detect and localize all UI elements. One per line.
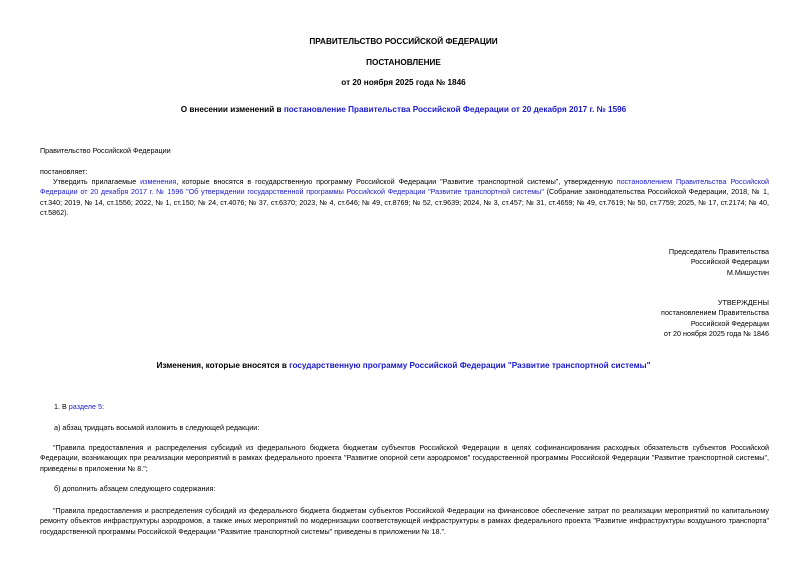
signature-block: [669, 247, 769, 278]
signature-name: М.Мишустин: [726, 267, 769, 277]
paragraph-text: (Собрание законодательства Российской Федерации, 2018, № 1, ст.340; 2019, № 14, ст.1556; 2022, № 1, ст.150; № 24, ст.4076; № 37, ст.6370; 2023, № 4, ст.646; № 49, ст.8769; № 52, ст.9639; 2024, № 3, ст.457; № 31, ст.4659; № 49, ст.7619; № 50, ст.7759; 2025, № 17, ст.2174; № 40, ст.5862).: [40, 187, 769, 218]
item-suffix: :: [102, 402, 104, 411]
approval-line: УТВЕРЖДЕНЫ: [717, 298, 769, 307]
signature-line: Председатель Правительства: [668, 247, 769, 256]
document-type: ПОСТАНОВЛЕНИЕ: [366, 58, 441, 67]
government-title: ПРАВИТЕЛЬСТВО РОССИЙСКОЙ ФЕДЕРАЦИИ: [309, 37, 498, 46]
paragraph-text: , которые вносятся в государственную программу Российской Федерации "Развитие транспортной системы", утвержденную: [176, 177, 617, 186]
quoted-text-b: "Правила предоставления и распределения субсидий из федерального бюджета бюджетам субъектов Российской Федерации на финансовое обеспечение затрат по реализации мероприятий по капитальному ремонту объектов инфраструктуры аэродромов, а также иных мероприятий по модернизации соответствующей инфраструктуры в рамках федерального проекта "Развитие инфраструктуры воздушного транспорта" государственной программы Российской Федерации "Развитие транспортной системы" приведены в приложении № 18.".: [40, 506, 769, 536]
approval-line: Российской Федерации: [690, 318, 769, 328]
main-paragraph: [40, 177, 769, 219]
changes-heading: [0, 360, 807, 372]
change-item-b: б) дополнить абзацем следующего содержания:: [54, 484, 216, 493]
state-program-link[interactable]: государственную программу Российской Федерации "Развитие транспортной системы": [289, 361, 651, 370]
signature-line: Российской Федерации: [690, 257, 769, 267]
change-item-1: [54, 402, 104, 412]
paragraph-text: Утвердить прилагаемые: [53, 177, 141, 186]
changes-heading-prefix: Изменения, которые вносятся в: [156, 361, 290, 370]
approval-line: от 20 ноября 2025 года № 1846: [663, 329, 769, 339]
approval-stamp: [661, 298, 769, 340]
changes-link[interactable]: изменения: [140, 177, 177, 186]
change-item-a: а) абзац тридцать восьмой изложить в следующей редакции:: [54, 423, 260, 432]
document-title-prefix: О внесении изменений в: [180, 105, 284, 114]
document-date-number: от 20 ноября 2025 года № 1846: [341, 78, 466, 87]
section-5-link[interactable]: разделе 5: [68, 402, 102, 411]
document-title: [0, 104, 807, 116]
approval-line: постановлением Правительства: [661, 308, 769, 318]
decree-1596-link[interactable]: постановлением Правительства Российской Федерации от 20 декабря 2017 г. № 1596 "Об утверждении государственной программы Российской Федерации "Развитие транспортной системы": [40, 177, 769, 197]
amended-decree-link[interactable]: постановление Правительства Российской Федерации от 20 декабря 2017 г. № 1596: [283, 105, 627, 114]
item-prefix: 1. В: [54, 402, 69, 411]
quoted-text-a: "Правила предоставления и распределения субсидий из федерального бюджета бюджетам субъектов Российской Федерации в целях софинансирования расходных обязательств субъектов Российской Федерации, возникающих при реализации мероприятий в рамках федерального проекта "Развитие опорной сети аэродромов" государственной программы Российской Федерации "Развитие транспортной системы", приведены в приложении № 8.";: [40, 443, 769, 473]
decrees-text: постановляет:: [40, 167, 88, 176]
authority-text: Правительство Российской Федерации: [40, 146, 171, 155]
